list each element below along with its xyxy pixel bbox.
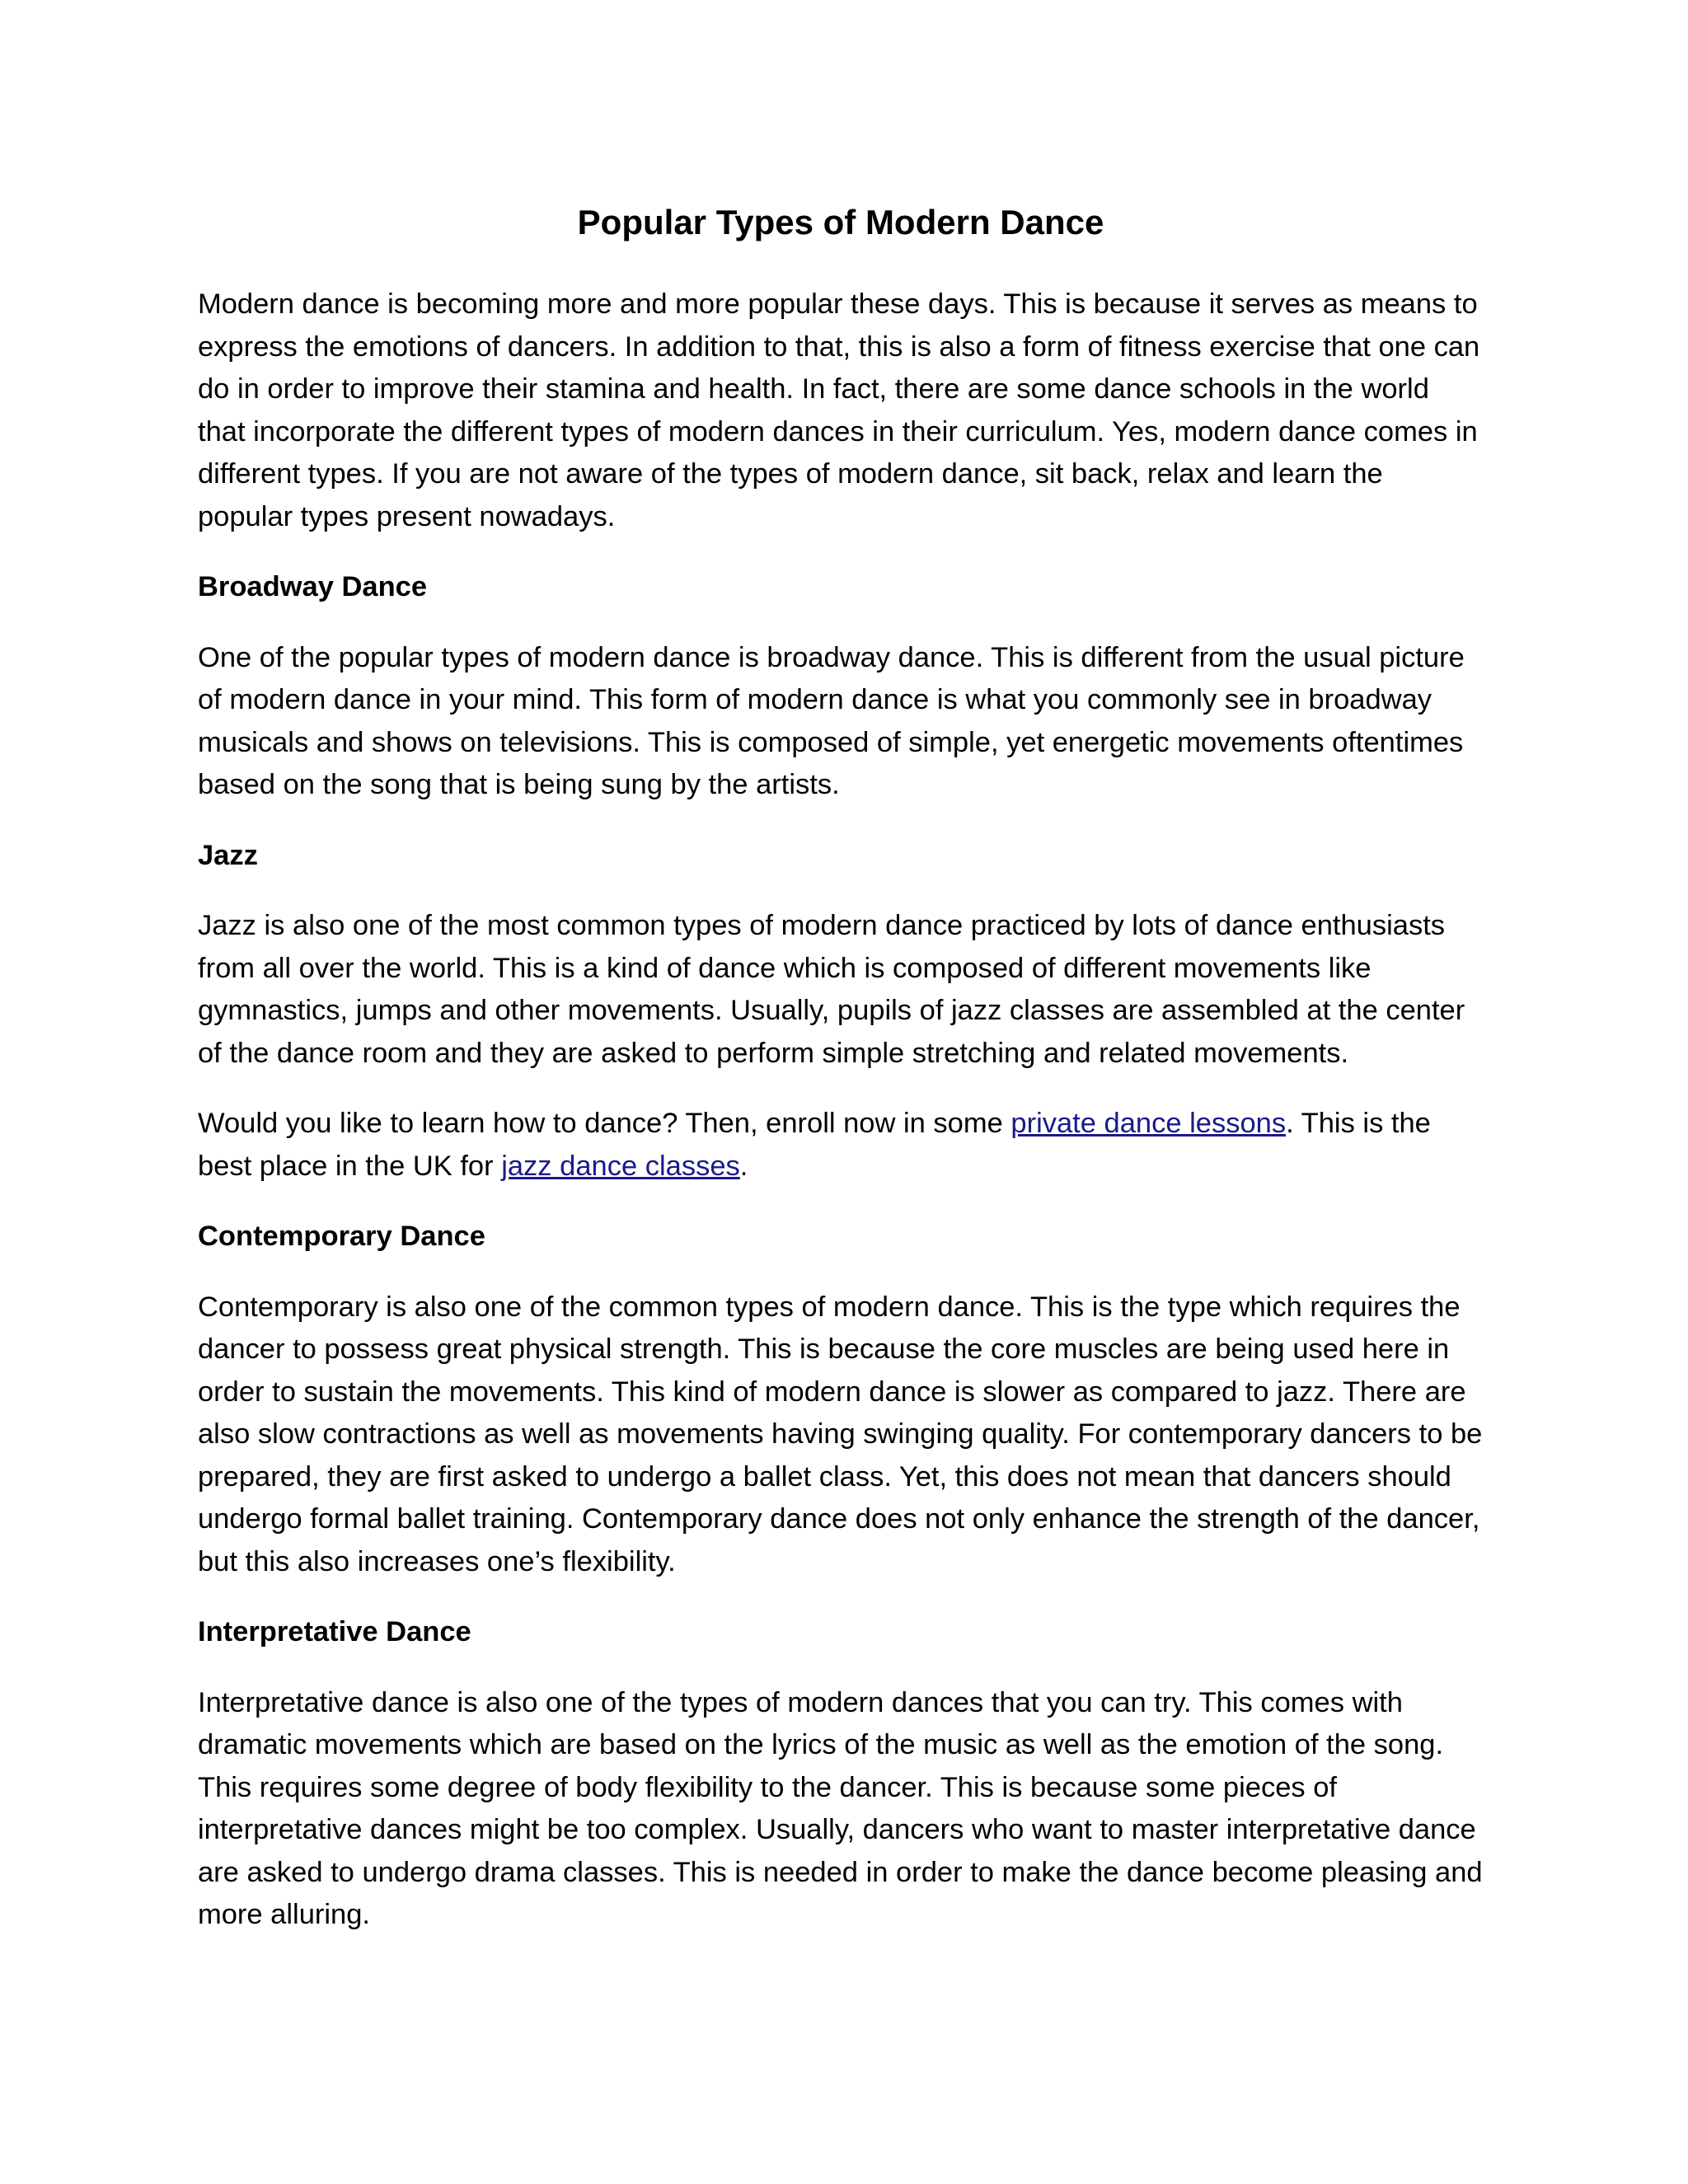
- jazz-paragraph: Jazz is also one of the most common types of modern dance practiced by lots of dance enthusiasts from all over the world. This is a kind of dance which is composed of different movements like gymnastics, jumps and other movements. Usually, pupils of jazz classes are assembled at the center of the dance room and they are asked to perform simple stretching and related movements.: [198, 910, 1465, 1069]
- document-page: [198, 198, 1484, 1965]
- section-heading-interpretative: Interpretative Dance: [198, 1616, 471, 1647]
- intro-paragraph: Modern dance is becoming more and more popular these days. This is because it serves as means to express the emotions of dancers. In addition to that, this is also a form of fitness exercise that one can do in order to improve their stamina and health. In fact, there are some dance schools in the world that incorporate the different types of modern dances in their curriculum. Yes, modern dance comes in different types. If you are not aware of the types of modern dance, sit back, relax and learn the popular types present nowadays.: [198, 288, 1480, 532]
- section-heading-broadway: Broadway Dance: [198, 571, 428, 602]
- cta-text-3: .: [739, 1150, 748, 1182]
- jazz-dance-classes-link[interactable]: jazz dance classes: [501, 1150, 740, 1182]
- cta-text-2: . This is the best place in the UK for: [198, 1108, 1431, 1182]
- broadway-paragraph: One of the popular types of modern dance is broadway dance. This is different from the usual picture of modern dance in your mind. This form of modern dance is what you commonly see in broadway musicals and shows on televisions. This is composed of simple, yet energetic movements oftentimes based on the song that is being sung by the artists.: [198, 641, 1465, 800]
- interpretative-paragraph: Interpretative dance is also one of the types of modern dances that you can try. This comes with dramatic movements which are based on the lyrics of the music as well as the emotion of the song. This requires some degree of body flexibility to the dancer. This is because some pieces of interpretative dances might be too complex. Usually, dancers who want to master interpretative dance are asked to undergo drama classes. This is needed in order to make the dance become pleasing and more alluring.: [198, 1686, 1483, 1930]
- cta-text-1: Would you like to learn how to dance? Then, enroll now in some: [198, 1108, 1011, 1139]
- private-dance-lessons-link[interactable]: private dance lessons: [1010, 1108, 1287, 1139]
- section-heading-jazz: Jazz: [198, 839, 258, 871]
- page-title: Popular Types of Modern Dance: [577, 203, 1104, 241]
- call-to-action-paragraph: [198, 1103, 1484, 1188]
- contemporary-paragraph: Contemporary is also one of the common types of modern dance. This is the type which requires the dancer to possess great physical strength. This is because the core muscles are being used here in order to sustain the movements. This kind of modern dance is slower as compared to jazz. There are also slow contractions as well as movements having swinging quality. For contemporary dancers to be prepared, they are first asked to undergo a ballet class. Yet, this does not mean that dancers should undergo formal ballet training. Contemporary dance does not only enhance the strength of the dancer, but this also increases one’s flexibility.: [198, 1291, 1483, 1577]
- section-heading-contemporary: Contemporary Dance: [198, 1221, 485, 1252]
